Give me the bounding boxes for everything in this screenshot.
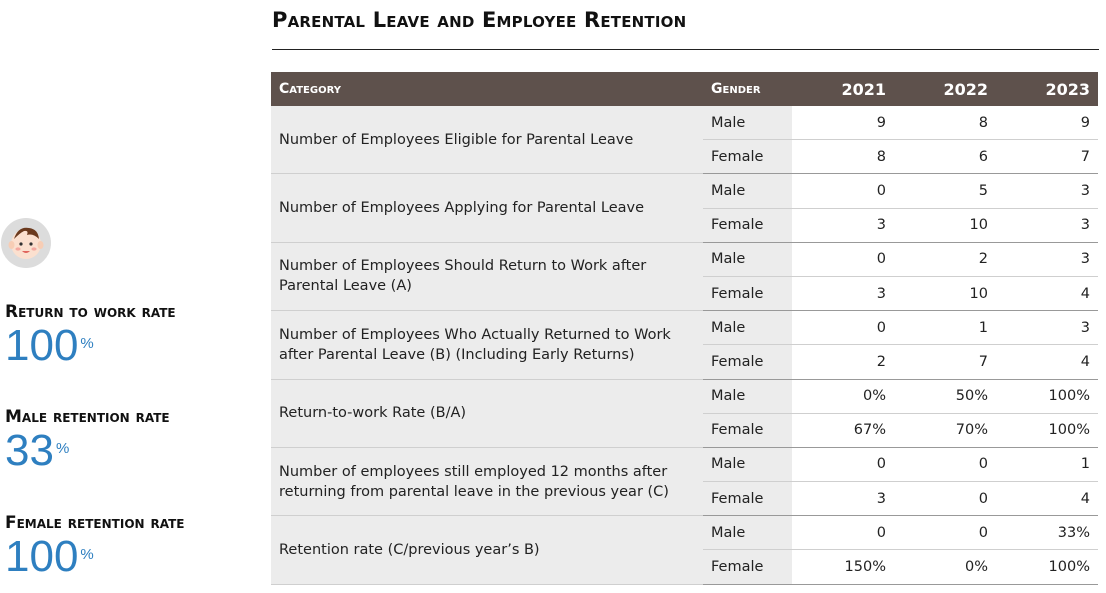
stat-label: Return to work rate [5,302,176,322]
value-cell: 0 [894,482,996,516]
gender-cell: Male [703,242,792,276]
table-row [271,379,1098,413]
value-cell: 0 [792,447,894,481]
value-cell: 33% [996,516,1098,550]
stat-value: 33 % [5,426,70,475]
gender-cell: Male [703,516,792,550]
table-row [271,106,1098,140]
stat-value: 100 % [5,321,94,370]
table-row [271,447,1098,481]
gender-cell: Male [703,106,792,140]
category-cell: Number of Employees Eligible for Parental Leave [271,106,703,174]
gender-cell: Female [703,482,792,516]
value-cell: 0% [894,550,996,584]
table-row [271,516,1098,550]
category-cell: Retention rate (C/previous year’s B) [271,516,703,584]
header-category: Category [271,72,703,106]
value-cell: 100% [996,413,1098,447]
parental-leave-table [271,72,1098,585]
category-cell: Number of Employees Who Actually Returned to Work after Parental Leave (B) (Including Early Returns) [271,311,703,379]
value-cell: 10 [894,276,996,310]
table-row [271,242,1098,276]
value-cell: 0 [792,311,894,345]
value-cell: 67% [792,413,894,447]
value-cell: 0 [894,447,996,481]
gender-cell: Male [703,311,792,345]
gender-cell: Female [703,550,792,584]
value-cell: 150% [792,550,894,584]
table-row [271,311,1098,345]
value-cell: 6 [894,140,996,174]
baby-face-icon [0,217,52,269]
value-cell: 9 [792,106,894,140]
value-cell: 70% [894,413,996,447]
female-retention-stat [5,513,184,579]
gender-cell: Male [703,174,792,208]
header-2022: 2022 [894,72,996,106]
value-cell: 100% [996,550,1098,584]
value-cell: 3 [996,242,1098,276]
value-cell: 3 [996,311,1098,345]
value-cell: 3 [996,208,1098,242]
value-cell: 10 [894,208,996,242]
value-cell: 1 [894,311,996,345]
table-header-row [271,72,1098,106]
value-cell: 1 [996,447,1098,481]
value-cell: 50% [894,379,996,413]
value-cell: 0 [792,516,894,550]
header-gender: Gender [703,72,792,106]
value-cell: 3 [996,174,1098,208]
value-cell: 9 [996,106,1098,140]
value-cell: 4 [996,345,1098,379]
value-cell: 8 [894,106,996,140]
value-cell: 7 [996,140,1098,174]
gender-cell: Female [703,413,792,447]
value-cell: 100% [996,379,1098,413]
gender-cell: Female [703,345,792,379]
value-cell: 0 [792,242,894,276]
category-cell: Number of Employees Should Return to Work after Parental Leave (A) [271,242,703,310]
value-cell: 8 [792,140,894,174]
page-title: Parental Leave and Employee Retention [272,8,687,32]
value-cell: 7 [894,345,996,379]
table-row [271,174,1098,208]
value-cell: 3 [792,482,894,516]
gender-cell: Male [703,379,792,413]
value-cell: 2 [792,345,894,379]
value-cell: 0% [792,379,894,413]
gender-cell: Female [703,140,792,174]
value-cell: 0 [792,174,894,208]
gender-cell: Female [703,208,792,242]
category-cell: Return-to-work Rate (B/A) [271,379,703,447]
title-divider [272,49,1099,50]
header-2021: 2021 [792,72,894,106]
value-cell: 0 [894,516,996,550]
stat-value: 100 % [5,532,94,581]
value-cell: 4 [996,482,1098,516]
value-cell: 4 [996,276,1098,310]
header-2023: 2023 [996,72,1098,106]
gender-cell: Female [703,276,792,310]
gender-cell: Male [703,447,792,481]
value-cell: 5 [894,174,996,208]
value-cell: 3 [792,276,894,310]
category-cell: Number of employees still employed 12 months after returning from parental leave in the previous year (C) [271,447,703,515]
value-cell: 3 [792,208,894,242]
stat-label: Female retention rate [5,513,185,533]
stat-label: Male retention rate [5,407,170,427]
category-cell: Number of Employees Applying for Parental Leave [271,174,703,242]
value-cell: 2 [894,242,996,276]
male-retention-stat [5,407,170,473]
return-to-work-stat [5,302,176,368]
